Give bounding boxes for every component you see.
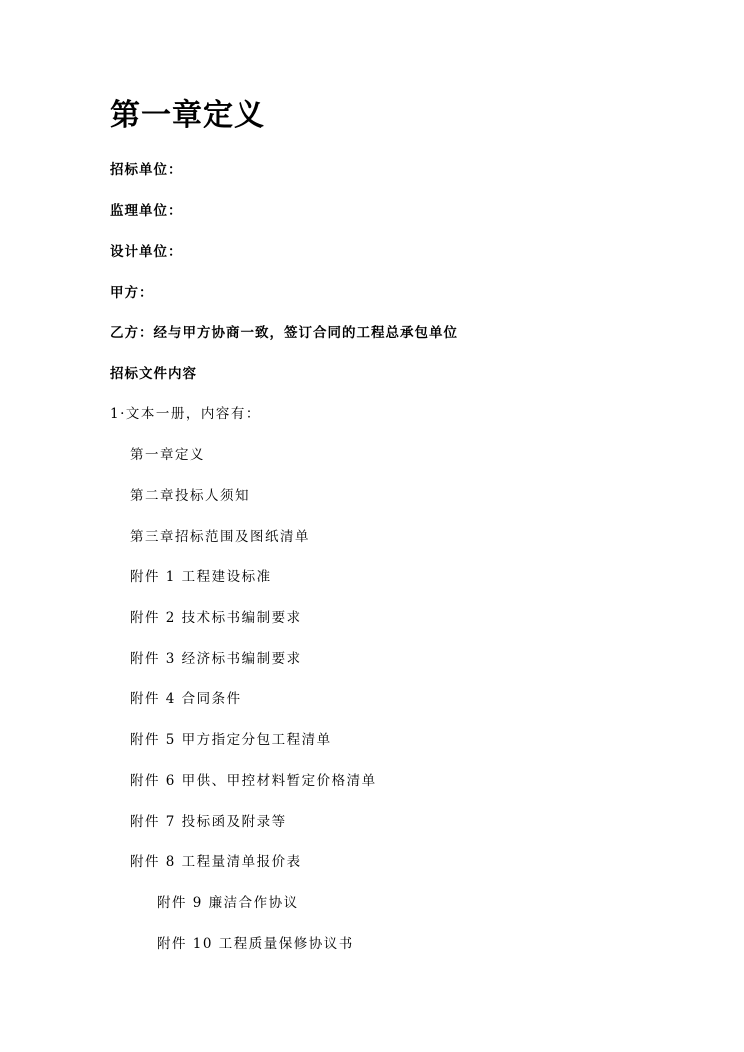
doc-list-item: 附件 5 甲方指定分包工程清单 [130, 732, 332, 748]
doc-list-item: 第三章招标范围及图纸清单 [130, 529, 310, 545]
tender-docs-intro: 1·文本一册，内容有： [110, 406, 261, 422]
doc-list-item: 附件 7 投标函及附录等 [130, 814, 287, 830]
supervision-unit-label: 监理单位： [110, 203, 183, 219]
tender-docs-heading: 招标文件内容 [110, 366, 197, 382]
doc-list-item: 附件 4 合同条件 [130, 691, 242, 707]
party-b-definition: 乙方：经与甲方协商一致，签订合同的工程总承包单位 [110, 325, 458, 341]
doc-list-item: 附件 2 技术标书编制要求 [130, 610, 302, 626]
doc-list-item: 第一章定义 [130, 447, 205, 463]
doc-list-item: 附件 1 工程建设标准 [130, 569, 272, 585]
doc-list-item: 附件 10 工程质量保修协议书 [157, 936, 354, 952]
doc-list-item: 附件 9 廉洁合作协议 [157, 895, 299, 911]
page-title: 第一章定义 [110, 98, 265, 133]
doc-list-item: 附件 6 甲供、甲控材料暂定价格清单 [130, 773, 377, 789]
doc-list-item: 第二章投标人须知 [130, 488, 250, 504]
design-unit-label: 设计单位： [110, 244, 183, 260]
doc-list-item: 附件 3 经济标书编制要求 [130, 651, 302, 667]
tender-unit-label: 招标单位： [110, 162, 183, 178]
party-a-label: 甲方： [110, 285, 154, 301]
doc-list-item: 附件 8 工程量清单报价表 [130, 854, 302, 870]
